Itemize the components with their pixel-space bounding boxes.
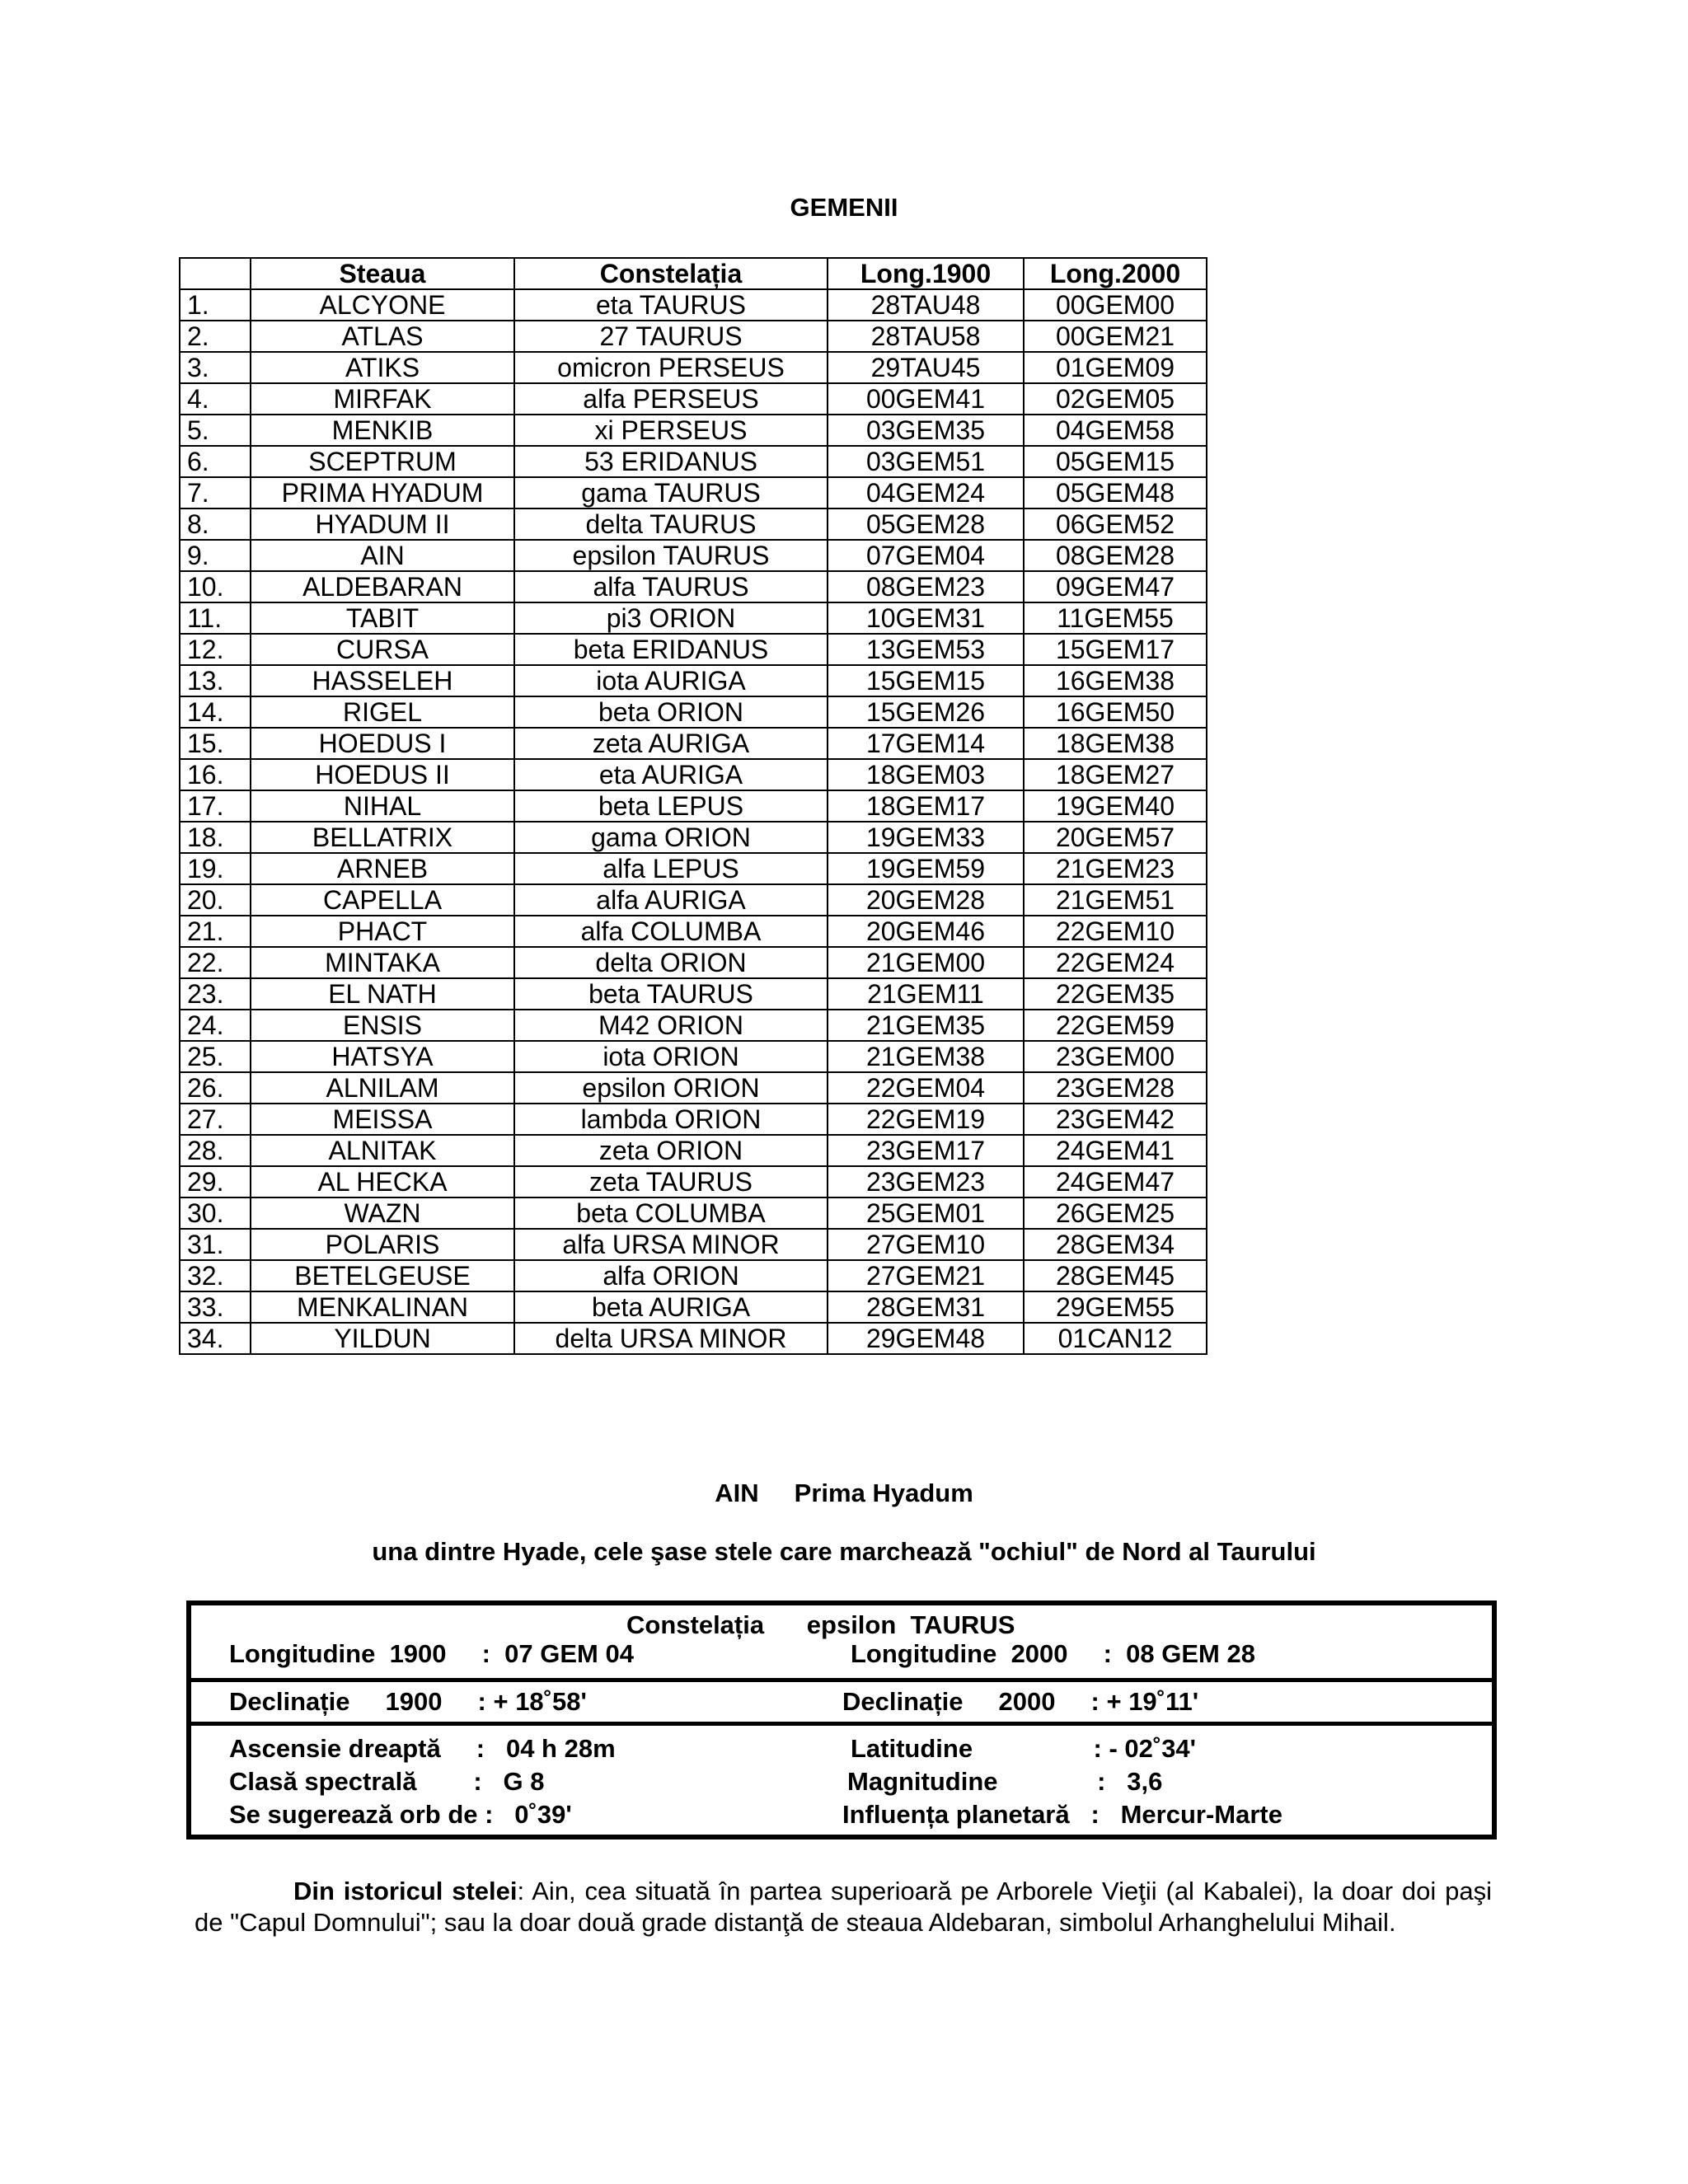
- star-name-cell: HOEDUS II: [251, 759, 514, 790]
- longitude-1900-cell: 18GEM03: [828, 759, 1024, 790]
- table-row: [180, 321, 1207, 352]
- row-index-cell: 4.: [180, 383, 251, 415]
- constellation-cell: iota ORION: [514, 1041, 828, 1072]
- longitude-2000-cell: 23GEM00: [1024, 1041, 1207, 1072]
- longitude-1900-cell: 00GEM41: [828, 383, 1024, 415]
- row-index-cell: 23.: [180, 978, 251, 1010]
- longitude-2000-cell: 05GEM15: [1024, 446, 1207, 477]
- row-index-cell: 15.: [180, 728, 251, 759]
- constellation-cell: gama TAURUS: [514, 477, 828, 509]
- table-row: [180, 289, 1207, 321]
- table-row: [180, 383, 1207, 415]
- table-row: [180, 509, 1207, 540]
- row-index-cell: 18.: [180, 822, 251, 853]
- longitude-2000-cell: 26GEM25: [1024, 1197, 1207, 1229]
- constellation-cell: epsilon TAURUS: [514, 540, 828, 571]
- page-title: GEMENII: [790, 193, 898, 222]
- constellation-cell: gama ORION: [514, 822, 828, 853]
- row-index-cell: 25.: [180, 1041, 251, 1072]
- info-spectral-class: Clasă spectrală : G 8: [229, 1767, 545, 1796]
- history-text: : Ain, cea situată în partea superioară pe Arborele Vieţii (al Kabalei), la doar doi paşi de "Capul Domnului"; sau la doar două grade distanţă de steaua Aldebaran, simbolul Arhanghelului Mihail.: [195, 1877, 1492, 1937]
- longitude-2000-cell: 01GEM09: [1024, 352, 1207, 383]
- longitude-1900-cell: 22GEM04: [828, 1072, 1024, 1104]
- row-index-cell: 13.: [180, 665, 251, 696]
- row-index-cell: 27.: [180, 1104, 251, 1135]
- longitude-1900-cell: 03GEM51: [828, 446, 1024, 477]
- table-row: [180, 1323, 1207, 1354]
- row-index-cell: 22.: [180, 947, 251, 978]
- star-name-cell: CAPELLA: [251, 884, 514, 916]
- row-index-cell: 11.: [180, 602, 251, 634]
- constellation-cell: alfa PERSEUS: [514, 383, 828, 415]
- constellation-cell: beta ERIDANUS: [514, 634, 828, 665]
- constellation-cell: M42 ORION: [514, 1010, 828, 1041]
- longitude-2000-cell: 21GEM23: [1024, 853, 1207, 884]
- star-name-cell: TABIT: [251, 602, 514, 634]
- table-row: [180, 1260, 1207, 1291]
- table-row: [180, 540, 1207, 571]
- longitude-1900-cell: 28TAU58: [828, 321, 1024, 352]
- constellation-cell: delta ORION: [514, 947, 828, 978]
- longitude-1900-cell: 19GEM59: [828, 853, 1024, 884]
- longitude-2000-cell: 16GEM38: [1024, 665, 1207, 696]
- star-name-cell: MEISSA: [251, 1104, 514, 1135]
- row-index-cell: 14.: [180, 696, 251, 728]
- constellation-cell: 53 ERIDANUS: [514, 446, 828, 477]
- longitude-2000-cell: 22GEM10: [1024, 916, 1207, 947]
- longitude-1900-cell: 29TAU45: [828, 352, 1024, 383]
- star-name-cell: ALCYONE: [251, 289, 514, 321]
- row-index-cell: 12.: [180, 634, 251, 665]
- constellation-cell: alfa ORION: [514, 1260, 828, 1291]
- star-name-cell: BETELGEUSE: [251, 1260, 514, 1291]
- table-row: [180, 728, 1207, 759]
- longitude-2000-cell: 16GEM50: [1024, 696, 1207, 728]
- constellation-cell: alfa COLUMBA: [514, 916, 828, 947]
- longitude-2000-cell: 18GEM27: [1024, 759, 1207, 790]
- row-index-cell: 19.: [180, 853, 251, 884]
- info-planetary-influence: Influența planetară : Mercur-Marte: [842, 1800, 1282, 1829]
- header-index: [180, 258, 251, 289]
- star-name-cell: ATIKS: [251, 352, 514, 383]
- constellation-cell: 27 TAURUS: [514, 321, 828, 352]
- table-row: [180, 352, 1207, 383]
- longitude-2000-cell: 01CAN12: [1024, 1323, 1207, 1354]
- longitude-1900-cell: 23GEM23: [828, 1166, 1024, 1197]
- table-row: [180, 1010, 1207, 1041]
- info-divider: [191, 1722, 1492, 1726]
- table-row: [180, 1166, 1207, 1197]
- longitude-2000-cell: 00GEM21: [1024, 321, 1207, 352]
- header-constellation: Constelația: [514, 258, 828, 289]
- constellation-cell: beta AURIGA: [514, 1291, 828, 1323]
- longitude-2000-cell: 28GEM34: [1024, 1229, 1207, 1260]
- star-name-cell: ENSIS: [251, 1010, 514, 1041]
- star-name-cell: BELLATRIX: [251, 822, 514, 853]
- info-magnitude: Magnitudine : 3,6: [847, 1767, 1163, 1796]
- star-name-cell: RIGEL: [251, 696, 514, 728]
- constellation-cell: xi PERSEUS: [514, 415, 828, 446]
- info-divider: [191, 1678, 1492, 1682]
- history-paragraph: [195, 1876, 1492, 1938]
- longitude-2000-cell: 15GEM17: [1024, 634, 1207, 665]
- row-index-cell: 31.: [180, 1229, 251, 1260]
- constellation-cell: omicron PERSEUS: [514, 352, 828, 383]
- star-name-cell: ALDEBARAN: [251, 571, 514, 602]
- longitude-2000-cell: 06GEM52: [1024, 509, 1207, 540]
- longitude-2000-cell: 29GEM55: [1024, 1291, 1207, 1323]
- table-row: [180, 446, 1207, 477]
- constellation-cell: delta URSA MINOR: [514, 1323, 828, 1354]
- constellation-cell: zeta AURIGA: [514, 728, 828, 759]
- table-row: [180, 916, 1207, 947]
- row-index-cell: 20.: [180, 884, 251, 916]
- constellation-cell: lambda ORION: [514, 1104, 828, 1135]
- longitude-2000-cell: 20GEM57: [1024, 822, 1207, 853]
- row-index-cell: 26.: [180, 1072, 251, 1104]
- constellation-cell: alfa AURIGA: [514, 884, 828, 916]
- longitude-1900-cell: 15GEM26: [828, 696, 1024, 728]
- row-index-cell: 16.: [180, 759, 251, 790]
- table-row: [180, 822, 1207, 853]
- row-index-cell: 29.: [180, 1166, 251, 1197]
- constellation-cell: epsilon ORION: [514, 1072, 828, 1104]
- longitude-1900-cell: 08GEM23: [828, 571, 1024, 602]
- row-index-cell: 30.: [180, 1197, 251, 1229]
- longitude-1900-cell: 21GEM35: [828, 1010, 1024, 1041]
- row-index-cell: 3.: [180, 352, 251, 383]
- star-name-cell: CURSA: [251, 634, 514, 665]
- table-row: [180, 477, 1207, 509]
- longitude-1900-cell: 03GEM35: [828, 415, 1024, 446]
- longitude-2000-cell: 28GEM45: [1024, 1260, 1207, 1291]
- table-row: [180, 759, 1207, 790]
- history-lead: Din istoricul stelei: [293, 1877, 518, 1905]
- star-name-cell: ALNITAK: [251, 1135, 514, 1166]
- info-orb: Se sugerează orb de : 0˚39ʹ: [229, 1800, 572, 1829]
- longitude-2000-cell: 24GEM41: [1024, 1135, 1207, 1166]
- longitude-1900-cell: 22GEM19: [828, 1104, 1024, 1135]
- longitude-1900-cell: 07GEM04: [828, 540, 1024, 571]
- star-name-cell: HATSYA: [251, 1041, 514, 1072]
- table-row: [180, 602, 1207, 634]
- constellation-cell: beta ORION: [514, 696, 828, 728]
- longitude-1900-cell: 15GEM15: [828, 665, 1024, 696]
- constellation-cell: delta TAURUS: [514, 509, 828, 540]
- info-longitude-1900: Longitudine 1900 : 07 GEM 04: [229, 1639, 634, 1668]
- star-name-cell: MINTAKA: [251, 947, 514, 978]
- header-star: Steaua: [251, 258, 514, 289]
- constellation-cell: iota AURIGA: [514, 665, 828, 696]
- longitude-2000-cell: 24GEM47: [1024, 1166, 1207, 1197]
- star-name-cell: HOEDUS I: [251, 728, 514, 759]
- constellation-cell: beta TAURUS: [514, 978, 828, 1010]
- constellation-cell: eta TAURUS: [514, 289, 828, 321]
- longitude-1900-cell: 27GEM21: [828, 1260, 1024, 1291]
- star-name-cell: MIRFAK: [251, 383, 514, 415]
- table-row: [180, 1291, 1207, 1323]
- longitude-2000-cell: 21GEM51: [1024, 884, 1207, 916]
- info-constellation: Constelația epsilon TAURUS: [626, 1610, 1015, 1639]
- row-index-cell: 34.: [180, 1323, 251, 1354]
- star-name-cell: NIHAL: [251, 790, 514, 822]
- table-row: [180, 790, 1207, 822]
- table-row: [180, 1197, 1207, 1229]
- table-row: [180, 665, 1207, 696]
- star-name-cell: MENKIB: [251, 415, 514, 446]
- header-long-2000: Long.2000: [1024, 258, 1207, 289]
- star-name-cell: MENKALINAN: [251, 1291, 514, 1323]
- longitude-1900-cell: 05GEM28: [828, 509, 1024, 540]
- longitude-1900-cell: 20GEM28: [828, 884, 1024, 916]
- star-name-cell: ATLAS: [251, 321, 514, 352]
- table-body: [180, 289, 1207, 1354]
- table-row: [180, 947, 1207, 978]
- row-index-cell: 17.: [180, 790, 251, 822]
- longitude-1900-cell: 20GEM46: [828, 916, 1024, 947]
- longitude-1900-cell: 21GEM38: [828, 1041, 1024, 1072]
- row-index-cell: 10.: [180, 571, 251, 602]
- constellation-cell: alfa TAURUS: [514, 571, 828, 602]
- star-name-cell: YILDUN: [251, 1323, 514, 1354]
- star-name-cell: ARNEB: [251, 853, 514, 884]
- stars-table: [179, 257, 1207, 1355]
- row-index-cell: 1.: [180, 289, 251, 321]
- info-declination-1900: Declinație 1900 : + 18˚58ʹ: [229, 1687, 587, 1716]
- longitude-2000-cell: 22GEM59: [1024, 1010, 1207, 1041]
- longitude-2000-cell: 09GEM47: [1024, 571, 1207, 602]
- row-index-cell: 21.: [180, 916, 251, 947]
- longitude-2000-cell: 22GEM35: [1024, 978, 1207, 1010]
- longitude-2000-cell: 00GEM00: [1024, 289, 1207, 321]
- star-name-cell: AL HECKA: [251, 1166, 514, 1197]
- row-index-cell: 28.: [180, 1135, 251, 1166]
- info-ascension: Ascensie dreaptă : 04 h 28m: [229, 1734, 616, 1763]
- longitude-2000-cell: 22GEM24: [1024, 947, 1207, 978]
- row-index-cell: 9.: [180, 540, 251, 571]
- star-name-cell: HYADUM II: [251, 509, 514, 540]
- longitude-2000-cell: 23GEM42: [1024, 1104, 1207, 1135]
- longitude-2000-cell: 08GEM28: [1024, 540, 1207, 571]
- star-name-cell: PRIMA HYADUM: [251, 477, 514, 509]
- constellation-cell: zeta ORION: [514, 1135, 828, 1166]
- star-heading: AIN Prima Hyadum: [715, 1479, 973, 1507]
- star-name-cell: HASSELEH: [251, 665, 514, 696]
- row-index-cell: 32.: [180, 1260, 251, 1291]
- longitude-2000-cell: 04GEM58: [1024, 415, 1207, 446]
- row-index-cell: 24.: [180, 1010, 251, 1041]
- longitude-2000-cell: 18GEM38: [1024, 728, 1207, 759]
- row-index-cell: 33.: [180, 1291, 251, 1323]
- table-header-row: [180, 258, 1207, 289]
- longitude-1900-cell: 28GEM31: [828, 1291, 1024, 1323]
- longitude-1900-cell: 10GEM31: [828, 602, 1024, 634]
- table-row: [180, 853, 1207, 884]
- longitude-1900-cell: 23GEM17: [828, 1135, 1024, 1166]
- table-row: [180, 696, 1207, 728]
- constellation-cell: alfa URSA MINOR: [514, 1229, 828, 1260]
- star-name-cell: PHACT: [251, 916, 514, 947]
- longitude-2000-cell: 05GEM48: [1024, 477, 1207, 509]
- longitude-1900-cell: 29GEM48: [828, 1323, 1024, 1354]
- row-index-cell: 6.: [180, 446, 251, 477]
- constellation-cell: pi3 ORION: [514, 602, 828, 634]
- longitude-2000-cell: 02GEM05: [1024, 383, 1207, 415]
- table-row: [180, 1041, 1207, 1072]
- longitude-1900-cell: 25GEM01: [828, 1197, 1024, 1229]
- longitude-2000-cell: 11GEM55: [1024, 602, 1207, 634]
- header-long-1900: Long.1900: [828, 258, 1024, 289]
- table-row: [180, 1229, 1207, 1260]
- row-index-cell: 2.: [180, 321, 251, 352]
- longitude-1900-cell: 21GEM11: [828, 978, 1024, 1010]
- longitude-1900-cell: 28TAU48: [828, 289, 1024, 321]
- constellation-cell: beta LEPUS: [514, 790, 828, 822]
- star-name-cell: EL NATH: [251, 978, 514, 1010]
- constellation-cell: zeta TAURUS: [514, 1166, 828, 1197]
- table-row: [180, 978, 1207, 1010]
- longitude-1900-cell: 13GEM53: [828, 634, 1024, 665]
- star-name-cell: WAZN: [251, 1197, 514, 1229]
- row-index-cell: 5.: [180, 415, 251, 446]
- row-index-cell: 8.: [180, 509, 251, 540]
- longitude-1900-cell: 19GEM33: [828, 822, 1024, 853]
- constellation-cell: beta COLUMBA: [514, 1197, 828, 1229]
- longitude-1900-cell: 17GEM14: [828, 728, 1024, 759]
- longitude-1900-cell: 21GEM00: [828, 947, 1024, 978]
- longitude-1900-cell: 18GEM17: [828, 790, 1024, 822]
- star-name-cell: SCEPTRUM: [251, 446, 514, 477]
- constellation-cell: eta AURIGA: [514, 759, 828, 790]
- info-declination-2000: Declinație 2000 : + 19˚11ʹ: [842, 1687, 1199, 1716]
- constellation-cell: alfa LEPUS: [514, 853, 828, 884]
- star-subtitle: una dintre Hyade, cele şase stele care marchează "ochiul" de Nord al Taurului: [372, 1537, 1316, 1566]
- table-row: [180, 1135, 1207, 1166]
- star-name-cell: POLARIS: [251, 1229, 514, 1260]
- table-row: [180, 1104, 1207, 1135]
- longitude-2000-cell: 23GEM28: [1024, 1072, 1207, 1104]
- table-row: [180, 634, 1207, 665]
- star-name-cell: ALNILAM: [251, 1072, 514, 1104]
- star-info-box: [186, 1601, 1497, 1840]
- longitude-2000-cell: 19GEM40: [1024, 790, 1207, 822]
- table-row: [180, 1072, 1207, 1104]
- star-name-cell: AIN: [251, 540, 514, 571]
- row-index-cell: 7.: [180, 477, 251, 509]
- longitude-1900-cell: 27GEM10: [828, 1229, 1024, 1260]
- info-longitude-2000: Longitudine 2000 : 08 GEM 28: [851, 1639, 1255, 1668]
- longitude-1900-cell: 04GEM24: [828, 477, 1024, 509]
- table-row: [180, 884, 1207, 916]
- table-row: [180, 571, 1207, 602]
- table-row: [180, 415, 1207, 446]
- info-latitude: Latitudine : - 02˚34ʹ: [851, 1734, 1197, 1763]
